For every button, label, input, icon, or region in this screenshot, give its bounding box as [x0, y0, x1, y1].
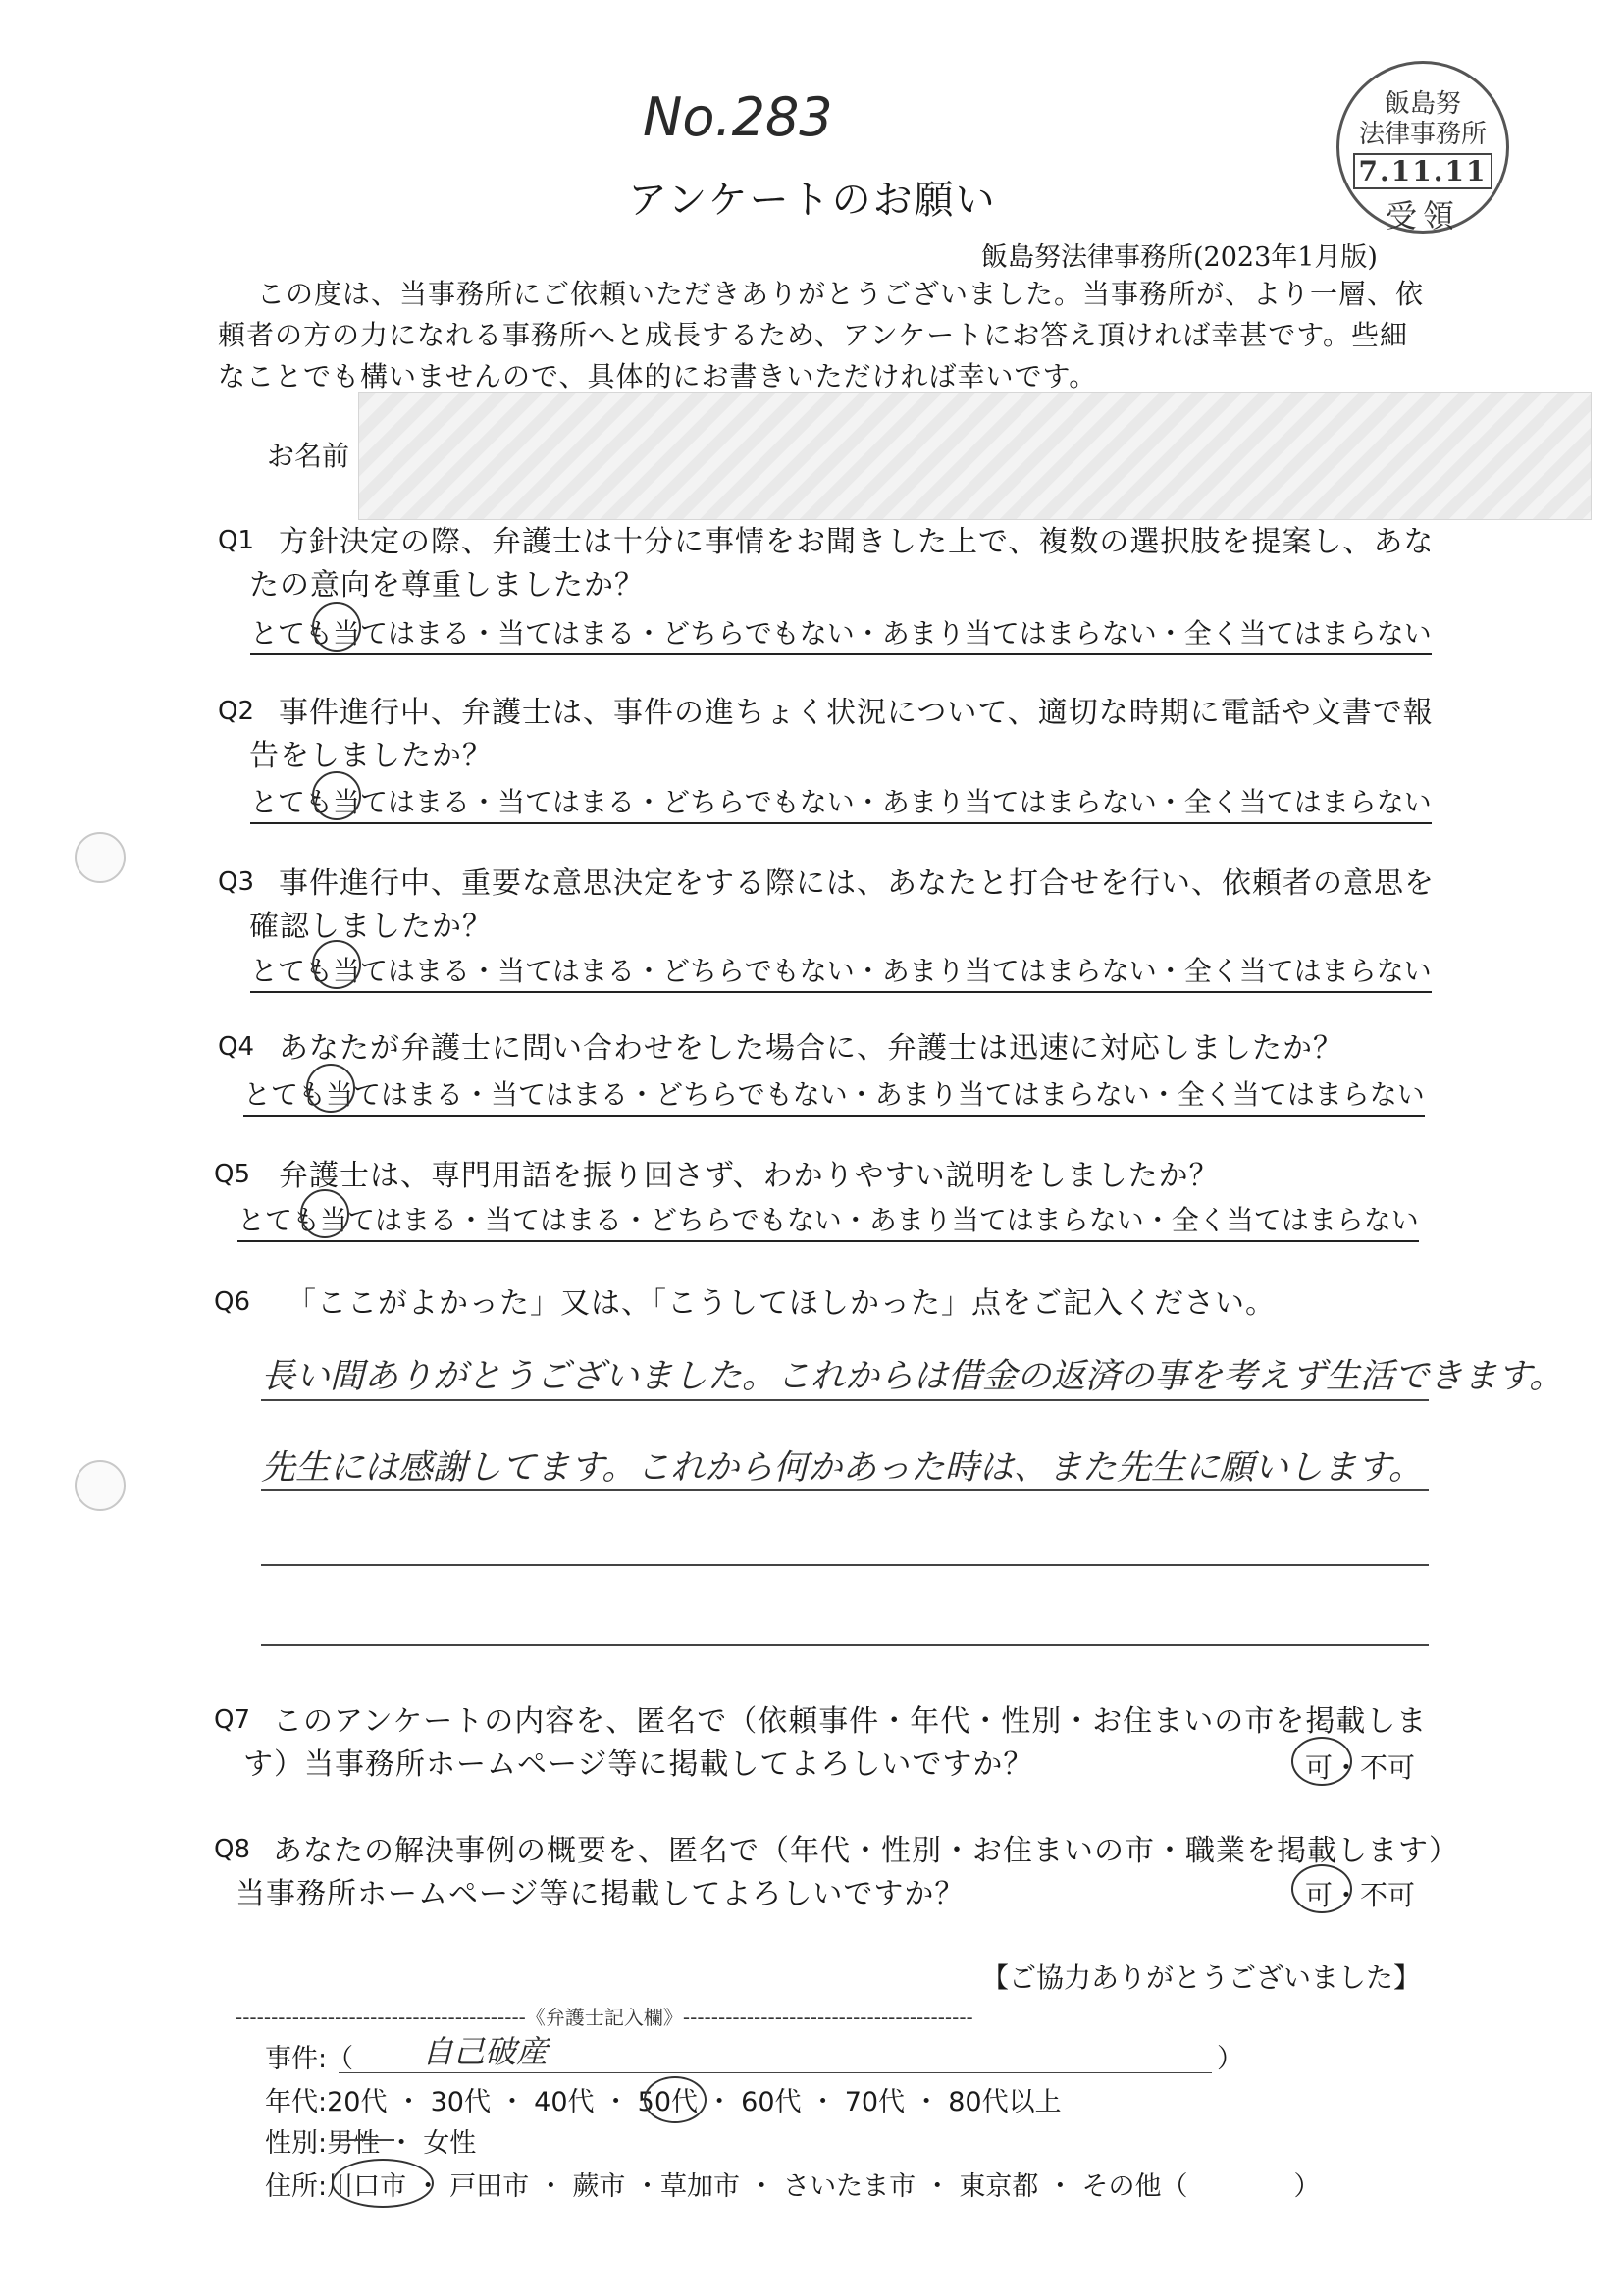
q3-answer-circle	[312, 940, 361, 989]
q6-answer-underline-4	[261, 1644, 1429, 1646]
document-number: No.283	[643, 86, 833, 148]
q8-text-1: あなたの解決事例の概要を、匿名で（年代・性別・お住まいの市・職業を掲載します）	[273, 1834, 1459, 1868]
q2-text-2: 告をしましたか？	[249, 739, 493, 773]
lawyer-case-underline	[339, 2072, 1212, 2073]
lawyer-gender: 性別:男性 ・ 女性	[265, 2128, 477, 2159]
q3-text-1: 事件進行中、重要な意思決定をする際には、あなたと打合せを行い、依頼者の意思を	[279, 866, 1435, 901]
q3-number: Q3	[218, 867, 255, 897]
q1-scale: とても当てはまる・当てはまる・どちらでもない・あまり当てはまらない・全く当てはまらない	[250, 612, 1432, 655]
intro-line-3: なことでも構いませんので、具体的にお書きいただければ幸いです。	[218, 360, 1098, 392]
intro-line-1: この度は、当事務所にご依頼いただきありがとうございました。当事務所が、より一層、依	[257, 278, 1425, 310]
lawyer-case-value: 自己破産	[422, 2033, 549, 2070]
q4-text-1: あなたが弁護士に問い合わせをした場合に、弁護士は迅速に対応しましたか？	[279, 1031, 1343, 1066]
q5-number: Q5	[214, 1160, 251, 1189]
q8-options: 可・不可	[1305, 1879, 1416, 1911]
q8-text-2: 当事務所ホームページ等に掲載してよろしいですか？	[236, 1877, 966, 1911]
q4-number: Q4	[218, 1032, 255, 1062]
q3-scale: とても当てはまる・当てはまる・どちらでもない・あまり当てはまらない・全く当てはまらない	[250, 950, 1432, 993]
stamp-date: 7.11.11	[1353, 153, 1492, 189]
q4-scale: とても当てはまる・当てはまる・どちらでもない・あまり当てはまらない・全く当てはまらない	[243, 1073, 1425, 1117]
lawyer-case-close: ）	[1217, 2044, 1243, 2074]
lawyer-case-label: 事件:（	[265, 2044, 354, 2074]
stamp-office-line1: 飯島努	[1384, 89, 1461, 119]
stamp-label: 受領	[1385, 197, 1460, 235]
name-redacted	[358, 392, 1592, 520]
q2-answer-circle	[312, 771, 361, 820]
lawyer-gender-strike	[334, 2139, 394, 2141]
name-label: お名前	[267, 440, 350, 472]
lawyer-section-header: -----------------------------------------《弁護士記入欄》-----------------------------------------	[236, 2006, 973, 2029]
intro-line-2: 頼者の方の力になれる事務所へと成長するため、アンケートにお答え頂ければ幸甚です。些細	[218, 319, 1408, 351]
q7-options: 可・不可	[1305, 1751, 1416, 1784]
q2-text-1: 事件進行中、弁護士は、事件の進ちょく状況について、適切な時期に電話や文書で報	[279, 696, 1434, 730]
q8-number: Q8	[214, 1835, 251, 1864]
publisher: 飯島努法律事務所(2023年1月版)	[981, 242, 1378, 273]
q1-text-2: たの意向を尊重しましたか？	[249, 568, 645, 602]
q7-number: Q7	[214, 1705, 251, 1735]
q1-number: Q1	[218, 526, 255, 555]
q4-answer-circle	[306, 1064, 355, 1113]
punch-hole-upper	[75, 832, 126, 883]
q1-answer-circle	[312, 602, 361, 652]
q6-answer-line-1: 長い間ありがとうございました。これからは借金の返済の事を考えず生活できます。	[261, 1357, 1564, 1396]
q7-answer-circle	[1291, 1737, 1352, 1786]
q6-number: Q6	[214, 1287, 251, 1317]
lawyer-age-circle	[644, 2076, 707, 2123]
page-title: アンケートのお願い	[628, 178, 997, 223]
q6-answer-underline-1	[261, 1399, 1429, 1401]
q2-number: Q2	[218, 697, 255, 726]
q5-scale: とても当てはまる・当てはまる・どちらでもない・あまり当てはまらない・全く当てはまらない	[237, 1199, 1419, 1242]
stamp-office-line2: 法律事務所	[1358, 120, 1487, 149]
q1-text-1: 方針決定の際、弁護士は十分に事情をお聞きした上で、複数の選択肢を提案し、あな	[279, 525, 1435, 559]
q7-text-2: す）当事務所ホームページ等に掲載してよろしいですか？	[243, 1748, 1034, 1782]
lawyer-address: 住所:川口市 ・ 戸田市 ・ 蕨市 ・草加市 ・ さいたま市 ・ 東京都 ・ その他（ ）	[265, 2171, 1321, 2202]
q3-text-2: 確認しましたか？	[249, 910, 493, 944]
q6-answer-underline-3	[261, 1564, 1429, 1566]
lawyer-age: 年代:20代 ・ 30代 ・ 40代 ・ 50代 ・ 60代 ・ 70代 ・ 80代以上	[265, 2087, 1062, 2117]
q6-answer-line-2: 先生には感謝してます。これから何かあった時は、また先生に願いします。	[261, 1448, 1424, 1487]
q7-text-1: このアンケートの内容を、匿名で（依頼事件・年代・性別・お住まいの市を掲載しま	[273, 1704, 1428, 1739]
lawyer-address-circle	[332, 2159, 434, 2208]
q5-text-1: 弁護士は、専門用語を振り回さず、わかりやすい説明をしましたか？	[279, 1159, 1220, 1193]
q6-text: 「ここがよかった」又は、「こうしてほしかった」点をご記入ください。	[287, 1286, 1276, 1321]
q6-answer-underline-2	[261, 1489, 1429, 1491]
q8-answer-circle	[1291, 1864, 1352, 1913]
punch-hole-lower	[75, 1460, 126, 1511]
q5-answer-circle	[300, 1189, 349, 1238]
thanks-message: 【ご協力ありがとうございました】	[981, 1961, 1422, 1994]
received-stamp	[1336, 61, 1509, 234]
q2-scale: とても当てはまる・当てはまる・どちらでもない・あまり当てはまらない・全く当てはまらない	[250, 781, 1432, 824]
